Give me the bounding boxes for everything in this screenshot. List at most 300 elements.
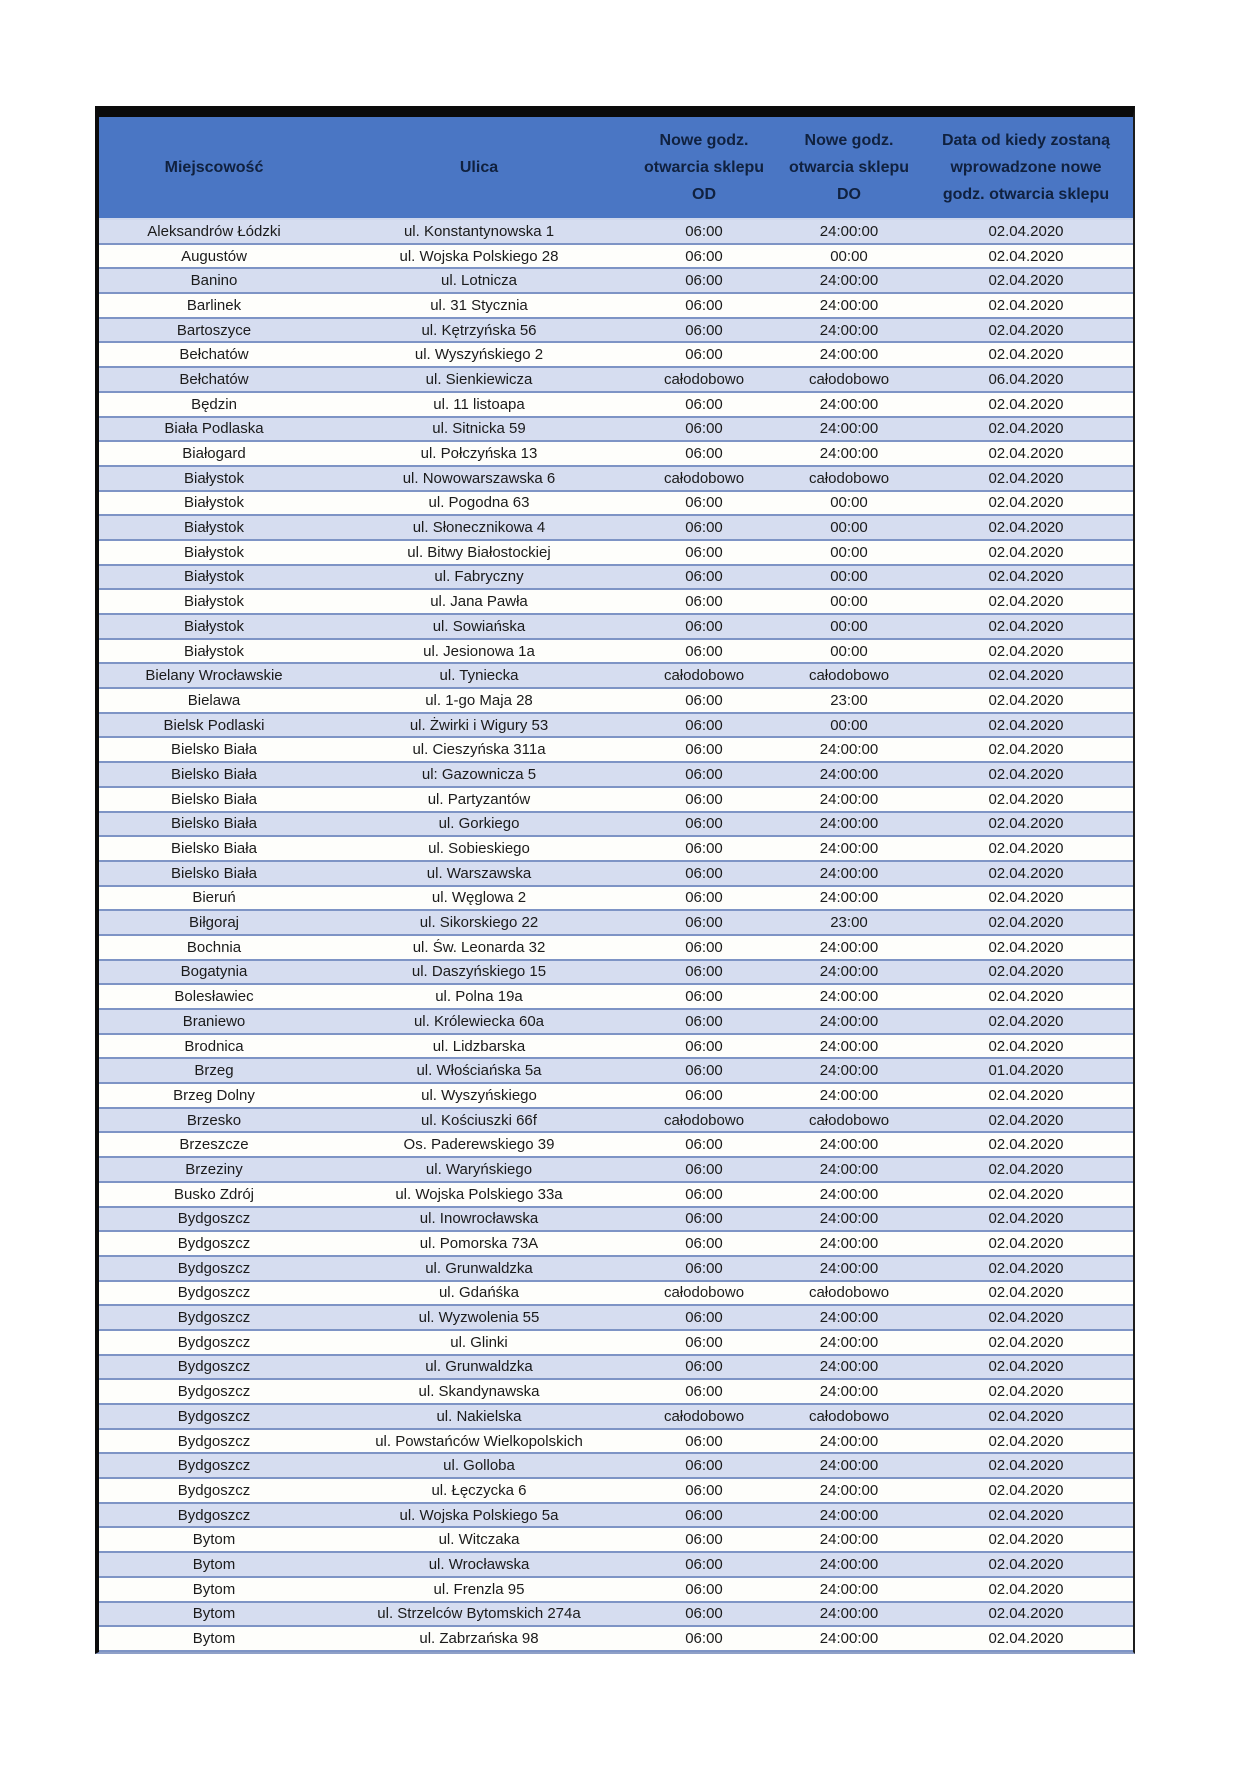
open-from-cell: 06:00: [685, 593, 723, 611]
open-to-cell: 24:00:00: [819, 395, 879, 413]
street-cell: ul. Glinki: [450, 1333, 508, 1351]
table-row: [99, 1306, 1133, 1331]
open-from-cell: 06:00: [685, 790, 723, 808]
open-from-cell: 06:00: [685, 346, 723, 364]
table-row: [99, 788, 1133, 813]
table-row: [99, 640, 1133, 665]
street-cell: ul. Kętrzyńska 56: [421, 321, 537, 339]
open-from-cell: 06:00: [685, 247, 723, 265]
date-cell: 02.04.2020: [988, 1086, 1064, 1104]
open-to-cell: 00:00: [830, 519, 868, 537]
table-row: [99, 936, 1133, 961]
street-cell: ul. Nakielska: [436, 1407, 522, 1425]
street-cell: ul. Partyzantów: [427, 790, 531, 808]
open-from-cell: 06:00: [685, 1506, 723, 1524]
table-row: [99, 467, 1133, 492]
table-row: [99, 911, 1133, 936]
street-cell: ul. Wojska Polskiego 28: [399, 247, 559, 265]
open-to-cell: 24:00:00: [819, 1358, 879, 1376]
date-cell: 02.04.2020: [988, 272, 1064, 290]
open-to-cell: 00:00: [830, 617, 868, 635]
city-cell: Brzeg Dolny: [173, 1086, 255, 1104]
street-cell: ul. Witczaka: [438, 1531, 520, 1549]
open-to-cell: 24:00:00: [819, 1086, 879, 1104]
city-cell: Bydgoszcz: [177, 1259, 251, 1277]
date-cell: 02.04.2020: [988, 741, 1064, 759]
street-cell: ul. Wojska Polskiego 33a: [395, 1185, 563, 1203]
date-cell: 02.04.2020: [988, 691, 1064, 709]
date-cell: 06.04.2020: [988, 370, 1064, 388]
city-cell: Bielsk Podlaski: [163, 716, 265, 734]
open-from-cell: 06:00: [685, 765, 723, 783]
street-cell: ul. Włościańska 5a: [416, 1062, 542, 1080]
open-to-cell: 24:00:00: [819, 272, 879, 290]
open-to-cell: 24:00:00: [819, 1235, 879, 1253]
street-cell: ul. Powstańców Wielkopolskich: [375, 1432, 583, 1450]
city-cell: Bydgoszcz: [177, 1506, 251, 1524]
open-to-cell: 24:00:00: [819, 741, 879, 759]
date-cell: 02.04.2020: [988, 1259, 1064, 1277]
open-to-cell: 24:00:00: [819, 1555, 879, 1573]
open-to-cell: 00:00: [830, 593, 868, 611]
street-cell: ul. 31 Stycznia: [430, 296, 528, 314]
table-row: [99, 269, 1133, 294]
city-cell: Bielawa: [187, 691, 241, 709]
street-cell: ul. Gdańśka: [438, 1284, 520, 1302]
city-cell: Bielsko Biała: [171, 840, 257, 858]
street-cell: ul. Sikorskiego 22: [419, 914, 539, 932]
open-from-cell: całodobowo: [663, 1111, 745, 1129]
street-cell: ul. Wyszyńskiego 2: [414, 346, 544, 364]
date-cell: 02.04.2020: [988, 321, 1064, 339]
street-cell: ul. Warszawska: [426, 864, 532, 882]
table-row: [99, 245, 1133, 270]
open-from-cell: 06:00: [685, 716, 723, 734]
city-cell: Białystok: [183, 519, 245, 537]
street-cell: ul. Grunwaldzka: [425, 1259, 533, 1277]
open-from-cell: 06:00: [685, 691, 723, 709]
table-row: [99, 1479, 1133, 1504]
table-row: [99, 763, 1133, 788]
open-from-cell: 06:00: [685, 272, 723, 290]
street-cell: ul. Sitnicka 59: [432, 420, 526, 438]
open-to-cell: całodobowo: [808, 1111, 890, 1129]
date-cell: 02.04.2020: [988, 667, 1064, 685]
table-row: [99, 862, 1133, 887]
table-row: [99, 516, 1133, 541]
open-from-cell: 06:00: [685, 395, 723, 413]
open-from-cell: 06:00: [685, 889, 723, 907]
table-row: [99, 1035, 1133, 1060]
open-from-cell: 06:00: [685, 222, 723, 240]
open-from-cell: 06:00: [685, 988, 723, 1006]
city-cell: Białystok: [183, 469, 245, 487]
table-row: [99, 887, 1133, 912]
date-cell: 02.04.2020: [988, 1012, 1064, 1030]
date-cell: 02.04.2020: [988, 1037, 1064, 1055]
table-row: [99, 1528, 1133, 1553]
date-cell: 02.04.2020: [988, 543, 1064, 561]
date-cell: 02.04.2020: [988, 1284, 1064, 1302]
table-row: [99, 837, 1133, 862]
open-from-cell: 06:00: [685, 321, 723, 339]
street-cell: ul. 1-go Maja 28: [425, 691, 533, 709]
city-cell: Brzeziny: [185, 1160, 243, 1178]
city-cell: Bydgoszcz: [177, 1210, 251, 1228]
street-cell: ul. Słonecznikowa 4: [412, 519, 546, 537]
column-header-ulica: [329, 117, 629, 218]
table-row: [99, 664, 1133, 689]
city-cell: Bielsko Biała: [171, 815, 257, 833]
city-cell: Brzeszcze: [179, 1136, 249, 1154]
open-to-cell: 24:00:00: [819, 1481, 879, 1499]
table-row: [99, 1380, 1133, 1405]
city-cell: Brzeg: [194, 1062, 234, 1080]
date-cell: 02.04.2020: [988, 1111, 1064, 1129]
table-row: [99, 492, 1133, 517]
city-cell: Bytom: [192, 1531, 236, 1549]
open-from-cell: 06:00: [685, 1333, 723, 1351]
city-cell: Bydgoszcz: [177, 1333, 251, 1351]
open-from-cell: 06:00: [685, 642, 723, 660]
city-cell: Bielsko Biała: [171, 741, 257, 759]
date-cell: 02.04.2020: [988, 1309, 1064, 1327]
open-to-cell: 00:00: [830, 543, 868, 561]
open-to-cell: całodobowo: [808, 1407, 890, 1425]
open-to-cell: 24:00:00: [819, 1506, 879, 1524]
open-to-cell: 24:00:00: [819, 1012, 879, 1030]
open-from-cell: 06:00: [685, 296, 723, 314]
open-from-cell: 06:00: [685, 1531, 723, 1549]
open-from-cell: całodobowo: [663, 667, 745, 685]
open-from-cell: 06:00: [685, 1481, 723, 1499]
open-from-cell: całodobowo: [663, 1407, 745, 1425]
open-from-cell: 06:00: [685, 1160, 723, 1178]
open-from-cell: 06:00: [685, 617, 723, 635]
street-cell: ul. Pomorska 73A: [419, 1235, 539, 1253]
table-row: [99, 1059, 1133, 1084]
street-cell: ul. Połczyńska 13: [420, 445, 538, 463]
open-from-cell: 06:00: [685, 1185, 723, 1203]
table-row: [99, 1504, 1133, 1529]
street-cell: ul. Sobieskiego: [428, 840, 530, 858]
table-row: [99, 368, 1133, 393]
table-row: [99, 294, 1133, 319]
street-cell: ul. Polna 19a: [435, 988, 523, 1006]
city-cell: Białystok: [183, 568, 245, 586]
open-to-cell: 24:00:00: [819, 1062, 879, 1080]
street-cell: ul. Daszyńskiego 15: [411, 963, 547, 981]
street-cell: ul. Skandynawska: [418, 1383, 540, 1401]
street-cell: ul. Strzelców Bytomskich 274a: [377, 1605, 581, 1623]
date-cell: 02.04.2020: [988, 914, 1064, 932]
street-cell: ul. Pogodna 63: [428, 494, 530, 512]
table-row: [99, 319, 1133, 344]
open-to-cell: 24:00:00: [819, 321, 879, 339]
date-cell: 02.04.2020: [988, 790, 1064, 808]
table-row: [99, 1454, 1133, 1479]
city-cell: Biała Podlaska: [164, 420, 264, 438]
open-to-cell: 00:00: [830, 642, 868, 660]
date-cell: 02.04.2020: [988, 1185, 1064, 1203]
open-to-cell: 24:00:00: [819, 346, 879, 364]
header-line: otwarcia sklepu: [643, 159, 765, 176]
open-to-cell: 24:00:00: [819, 1432, 879, 1450]
date-cell: 02.04.2020: [988, 642, 1064, 660]
open-to-cell: całodobowo: [808, 1284, 890, 1302]
open-from-cell: 06:00: [685, 1309, 723, 1327]
city-cell: Brzesko: [186, 1111, 242, 1129]
open-from-cell: 06:00: [685, 1358, 723, 1376]
city-cell: Bełchatów: [179, 370, 249, 388]
street-cell: ul. Konstantynowska 1: [403, 222, 555, 240]
header-line: DO: [837, 186, 861, 203]
city-cell: Bytom: [192, 1630, 236, 1648]
open-from-cell: całodobowo: [663, 370, 745, 388]
open-to-cell: 24:00:00: [819, 963, 879, 981]
open-to-cell: 24:00:00: [819, 1383, 879, 1401]
street-cell: ul. Sowiańska: [432, 617, 526, 635]
open-from-cell: 06:00: [685, 1210, 723, 1228]
date-cell: 02.04.2020: [988, 519, 1064, 537]
table-row: [99, 1257, 1133, 1282]
city-cell: Bydgoszcz: [177, 1481, 251, 1499]
date-cell: 02.04.2020: [988, 1358, 1064, 1376]
street-cell: ul. Zabrzańska 98: [419, 1630, 539, 1648]
open-to-cell: całodobowo: [808, 469, 890, 487]
open-to-cell: 24:00:00: [819, 1580, 879, 1598]
table-row: [99, 985, 1133, 1010]
date-cell: 02.04.2020: [988, 1457, 1064, 1475]
street-cell: ul. Lidzbarska: [432, 1037, 526, 1055]
open-from-cell: 06:00: [685, 1235, 723, 1253]
table-header: [99, 117, 1133, 220]
header-line: Nowe godz.: [804, 132, 894, 149]
header-line: Data od kiedy zostaną: [941, 132, 1111, 149]
date-cell: 02.04.2020: [988, 445, 1064, 463]
open-to-cell: 24:00:00: [819, 815, 879, 833]
open-from-cell: 06:00: [685, 1383, 723, 1401]
header-line: Nowe godz.: [659, 132, 749, 149]
open-to-cell: 24:00:00: [819, 445, 879, 463]
open-to-cell: 24:00:00: [819, 1630, 879, 1648]
date-cell: 02.04.2020: [988, 716, 1064, 734]
street-cell: ul. Królewiecka 60a: [413, 1012, 545, 1030]
table-row: [99, 343, 1133, 368]
street-cell: ul. Wojska Polskiego 5a: [399, 1506, 559, 1524]
table-row: [99, 541, 1133, 566]
table-row: [99, 1010, 1133, 1035]
open-from-cell: 06:00: [685, 840, 723, 858]
header-line: OD: [692, 186, 716, 203]
column-header-open-from: [629, 117, 779, 218]
table-row: [99, 1133, 1133, 1158]
city-cell: Białystok: [183, 617, 245, 635]
open-to-cell: 23:00: [830, 691, 868, 709]
header-label: Miejscowość: [164, 159, 264, 176]
open-from-cell: całodobowo: [663, 469, 745, 487]
street-cell: ul. Waryńskiego: [425, 1160, 533, 1178]
date-cell: 02.04.2020: [988, 1580, 1064, 1598]
city-cell: Bydgoszcz: [177, 1309, 251, 1327]
open-to-cell: 00:00: [830, 716, 868, 734]
street-cell: ul. Jesionowa 1a: [423, 642, 535, 660]
street-cell: ul. Grunwaldzka: [425, 1358, 533, 1376]
column-header-effective-date: [919, 117, 1133, 218]
column-header-miejscowosc: [99, 117, 329, 218]
city-cell: Białystok: [183, 593, 245, 611]
open-from-cell: 06:00: [685, 420, 723, 438]
street-cell: ul. 11 listoapa: [433, 395, 525, 413]
date-cell: 02.04.2020: [988, 1605, 1064, 1623]
street-cell: Os. Paderewskiego 39: [403, 1136, 555, 1154]
date-cell: 02.04.2020: [988, 593, 1064, 611]
street-cell: ul. Gorkiego: [438, 815, 520, 833]
date-cell: 02.04.2020: [988, 889, 1064, 907]
open-to-cell: 24:00:00: [819, 420, 879, 438]
open-to-cell: 24:00:00: [819, 988, 879, 1006]
open-to-cell: 24:00:00: [819, 1037, 879, 1055]
city-cell: Bełchatów: [179, 346, 249, 364]
open-to-cell: 24:00:00: [819, 1531, 879, 1549]
city-cell: Białystok: [183, 543, 245, 561]
open-from-cell: 06:00: [685, 1432, 723, 1450]
open-to-cell: 24:00:00: [819, 1457, 879, 1475]
open-from-cell: 06:00: [685, 1457, 723, 1475]
open-to-cell: 00:00: [830, 247, 868, 265]
city-cell: Białystok: [183, 642, 245, 660]
date-cell: 02.04.2020: [988, 568, 1064, 586]
street-cell: ul. Wyszyńskiego: [421, 1086, 537, 1104]
date-cell: 02.04.2020: [988, 1407, 1064, 1425]
open-to-cell: 24:00:00: [819, 1333, 879, 1351]
table-body: [99, 220, 1133, 1652]
street-cell: ul. Golloba: [443, 1457, 515, 1475]
date-cell: 02.04.2020: [988, 1136, 1064, 1154]
open-from-cell: 06:00: [685, 1086, 723, 1104]
open-from-cell: 06:00: [685, 519, 723, 537]
date-cell: 02.04.2020: [988, 864, 1064, 882]
table-row: [99, 1183, 1133, 1208]
date-cell: 02.04.2020: [988, 1235, 1064, 1253]
city-cell: Bydgoszcz: [177, 1407, 251, 1425]
table-row: [99, 813, 1133, 838]
table-row: [99, 714, 1133, 739]
open-from-cell: 06:00: [685, 445, 723, 463]
open-from-cell: 06:00: [685, 494, 723, 512]
open-from-cell: 06:00: [685, 1037, 723, 1055]
date-cell: 02.04.2020: [988, 988, 1064, 1006]
store-hours-table: [95, 106, 1135, 1654]
open-to-cell: 24:00:00: [819, 1309, 879, 1327]
table-row: [99, 442, 1133, 467]
city-cell: Bielsko Biała: [171, 864, 257, 882]
table-row: [99, 615, 1133, 640]
open-to-cell: 00:00: [830, 494, 868, 512]
city-cell: Bydgoszcz: [177, 1235, 251, 1253]
city-cell: Bielsko Biała: [171, 765, 257, 783]
date-cell: 02.04.2020: [988, 1531, 1064, 1549]
table-row: [99, 1578, 1133, 1603]
table-row: [99, 1158, 1133, 1183]
city-cell: Bytom: [192, 1605, 236, 1623]
open-to-cell: całodobowo: [808, 370, 890, 388]
date-cell: 02.04.2020: [988, 346, 1064, 364]
header-line: wprowadzone nowe: [950, 159, 1102, 176]
city-cell: Bolesławiec: [174, 988, 254, 1006]
date-cell: 02.04.2020: [988, 247, 1064, 265]
open-from-cell: 06:00: [685, 1630, 723, 1648]
city-cell: Bydgoszcz: [177, 1432, 251, 1450]
table-row: [99, 738, 1133, 763]
table-row: [99, 1109, 1133, 1134]
date-cell: 02.04.2020: [988, 1383, 1064, 1401]
city-cell: Brodnica: [184, 1037, 244, 1055]
city-cell: Białystok: [183, 494, 245, 512]
street-cell: ul. Jana Pawła: [430, 593, 528, 611]
open-to-cell: całodobowo: [808, 667, 890, 685]
city-cell: Banino: [190, 272, 238, 290]
city-cell: Bieruń: [192, 889, 236, 907]
open-from-cell: 06:00: [685, 1136, 723, 1154]
date-cell: 02.04.2020: [988, 1506, 1064, 1524]
date-cell: 02.04.2020: [988, 469, 1064, 487]
open-to-cell: 24:00:00: [819, 1160, 879, 1178]
street-cell: ul. Sienkiewicza: [425, 370, 533, 388]
open-from-cell: 06:00: [685, 815, 723, 833]
date-cell: 02.04.2020: [988, 494, 1064, 512]
city-cell: Białogard: [182, 445, 246, 463]
table-row: [99, 1232, 1133, 1257]
table-row: [99, 1430, 1133, 1455]
date-cell: 02.04.2020: [988, 1555, 1064, 1573]
city-cell: Bytom: [192, 1555, 236, 1573]
street-cell: ul. Fabryczny: [434, 568, 524, 586]
date-cell: 02.04.2020: [988, 765, 1064, 783]
date-cell: 02.04.2020: [988, 1333, 1064, 1351]
open-to-cell: 24:00:00: [819, 222, 879, 240]
open-to-cell: 00:00: [830, 568, 868, 586]
open-to-cell: 24:00:00: [819, 1136, 879, 1154]
open-from-cell: 06:00: [685, 1605, 723, 1623]
table-row: [99, 393, 1133, 418]
date-cell: 02.04.2020: [988, 296, 1064, 314]
table-row: [99, 1084, 1133, 1109]
open-from-cell: 06:00: [685, 914, 723, 932]
city-cell: Bielany Wrocławskie: [145, 667, 283, 685]
street-cell: ul. Tyniecka: [439, 667, 519, 685]
date-cell: 02.04.2020: [988, 840, 1064, 858]
open-from-cell: 06:00: [685, 543, 723, 561]
open-from-cell: 06:00: [685, 864, 723, 882]
open-to-cell: 24:00:00: [819, 1605, 879, 1623]
street-cell: ul. Węglowa 2: [431, 889, 527, 907]
street-cell: ul. Frenzla 95: [433, 1580, 525, 1598]
date-cell: 02.04.2020: [988, 1210, 1064, 1228]
city-cell: Augustów: [181, 247, 247, 265]
open-to-cell: 24:00:00: [819, 1210, 879, 1228]
date-cell: 02.04.2020: [988, 1481, 1064, 1499]
city-cell: Braniewo: [182, 1012, 246, 1030]
street-cell: ul. Łęczycka 6: [431, 1481, 527, 1499]
street-cell: ul. Cieszyńska 311a: [412, 741, 546, 759]
header-line: godz. otwarcia sklepu: [942, 186, 1110, 203]
table-row: [99, 418, 1133, 443]
date-cell: 02.04.2020: [988, 815, 1064, 833]
open-from-cell: 06:00: [685, 1012, 723, 1030]
open-to-cell: 24:00:00: [819, 296, 879, 314]
open-from-cell: 06:00: [685, 963, 723, 981]
